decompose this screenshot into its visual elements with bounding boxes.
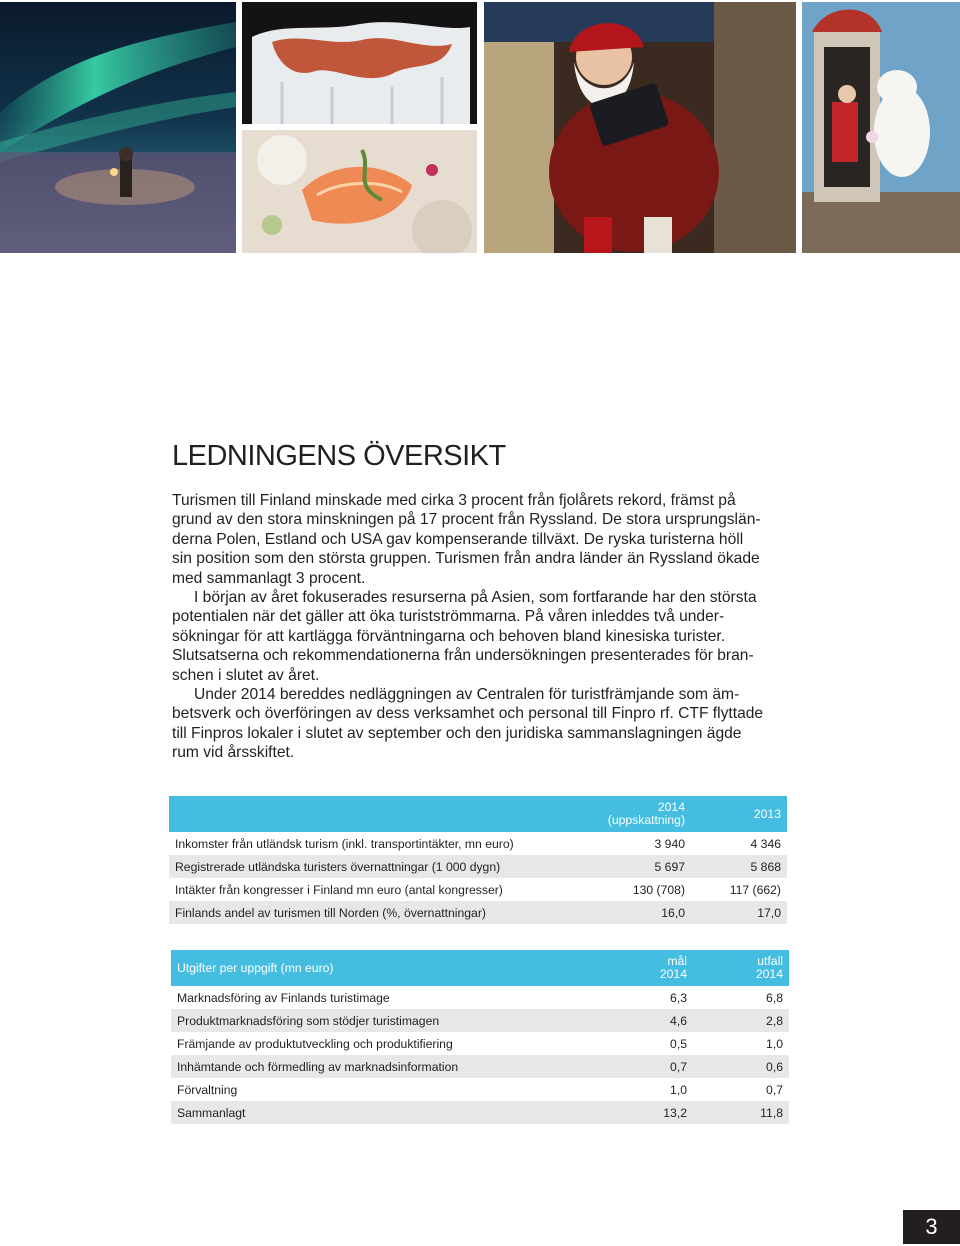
- header-target-line1: mål: [667, 954, 687, 968]
- text-line: potentialen när det gäller att öka turistströmmarna. På våren inleddes två under-: [172, 608, 725, 626]
- header-2013: 2013: [691, 796, 787, 832]
- row-label: Inhämtande och förmedling av marknadsinformation: [171, 1055, 591, 1078]
- text-line: betsverk och överföringen av dess verksamhet och personal till Finpro rf. CTF flyttade: [172, 705, 764, 723]
- table-row: [171, 986, 789, 1009]
- row-label: Inkomster från utländsk turism (inkl. transportintäkter, mn euro): [175, 836, 514, 851]
- row-value-2013: 17,0: [691, 901, 787, 924]
- row-label: Främjande av produktutveckling och produktifiering: [177, 1036, 453, 1051]
- header-2014: [589, 796, 691, 832]
- overview-text: [172, 491, 792, 763]
- table-row: [169, 901, 787, 924]
- header-2014-year: 2014: [657, 800, 685, 814]
- row-target: 13,2: [591, 1101, 693, 1124]
- text-line: sökningar för att kartlägga förväntningarna och behoven bland kinesiska turister.: [172, 627, 726, 645]
- row-actual: 0,6: [693, 1055, 789, 1078]
- header-target: [591, 950, 693, 986]
- header-label: [169, 796, 589, 832]
- row-target: 1,0: [670, 1082, 687, 1097]
- text-line: I början av året fokuserades resurserna på Asien, som fortfarande har den största: [194, 589, 757, 607]
- photo-northern-lights: [0, 2, 236, 253]
- text-line: Under 2014 bereddes nedläggningen av Centralen för turistfrämjande som äm-: [194, 686, 740, 704]
- row-actual: 11,8: [693, 1101, 789, 1124]
- table-row: [169, 855, 787, 878]
- table-row: [169, 832, 787, 855]
- tourism-figures-table: [169, 796, 787, 924]
- header-actual-line2: 2014: [755, 967, 783, 981]
- text-line: Turismen till Finland minskade med cirka 3 procent från fjolårets rekord, främst på: [172, 492, 736, 509]
- table-header-row: [171, 950, 789, 986]
- photo-salmon-dish: [242, 130, 477, 253]
- photo-glass-vase: [242, 2, 477, 124]
- text-line: med sammanlagt 3 procent.: [172, 569, 366, 587]
- text-line: grund av den stora minskningen på 17 procent från Ryssland. De stora ursprungslän-: [172, 511, 761, 529]
- text-line: schen i slutet av året.: [172, 666, 320, 684]
- row-actual: 1,0: [766, 1036, 783, 1051]
- page-title: LEDNINGENS ÖVERSIKT: [172, 440, 506, 472]
- table-row: [171, 1078, 789, 1101]
- table-row: [171, 1055, 789, 1078]
- row-actual: 2,8: [693, 1009, 789, 1032]
- row-label: Produktmarknadsföring som stödjer turistimagen: [171, 1009, 591, 1032]
- page-number: 3: [903, 1210, 960, 1244]
- paragraph-2: [172, 588, 792, 685]
- row-target: 0,7: [591, 1055, 693, 1078]
- row-target: 6,3: [670, 990, 687, 1005]
- row-label: Intäkter från kongresser i Finland mn euro (antal kongresser): [175, 882, 503, 897]
- photo-moomin-house: [802, 2, 960, 253]
- row-value-2013: 5 868: [691, 855, 787, 878]
- row-value-2014: 16,0: [589, 901, 691, 924]
- row-value-2014: 3 940: [654, 836, 685, 851]
- row-value-2013: 117 (662): [729, 882, 781, 897]
- header-actual-line1: utfall: [757, 954, 783, 968]
- header-2014-note: (uppskattning): [607, 813, 685, 827]
- header-actual: [693, 950, 789, 986]
- row-value-2013: 4 346: [750, 836, 781, 851]
- row-target: 0,5: [670, 1036, 687, 1051]
- table-header-row: [169, 796, 787, 832]
- row-value-2014: 5 697: [589, 855, 691, 878]
- row-label: Finlands andel av turismen till Norden (%, övernattningar): [169, 901, 589, 924]
- row-label: Registrerade utländska turisters övernattningar (1 000 dygn): [169, 855, 589, 878]
- photo-santa-claus: [484, 2, 796, 253]
- paragraph-1: [172, 491, 792, 588]
- text-line: Slutsatserna och rekommendationerna från undersökningen presenterades för bran-: [172, 647, 754, 665]
- row-actual: 6,8: [766, 990, 783, 1005]
- text-line: till Finpros lokaler i slutet av september och den juridiska sammanslagningen ägde: [172, 724, 742, 742]
- header-target-line2: 2014: [659, 967, 687, 981]
- table-row: [169, 878, 787, 901]
- row-target: 4,6: [591, 1009, 693, 1032]
- row-label: Marknadsföring av Finlands turistimage: [177, 990, 390, 1005]
- row-label: Förvaltning: [177, 1082, 238, 1097]
- expenses-table: [171, 950, 789, 1124]
- text-line: rum vid årsskiftet.: [172, 744, 295, 762]
- header-label: Utgifter per uppgift (mn euro): [171, 950, 591, 986]
- row-actual: 0,7: [766, 1082, 783, 1097]
- table-row-total: [171, 1101, 789, 1124]
- row-value-2014: 130 (708): [632, 882, 685, 897]
- text-line: derna Polen, Estland och USA gav kompenserande tillväxt. De ryska turisterna höll: [172, 530, 744, 548]
- table-row: [171, 1009, 789, 1032]
- row-label: Sammanlagt: [171, 1101, 591, 1124]
- table-row: [171, 1032, 789, 1055]
- paragraph-3: [172, 685, 792, 763]
- text-line: sin position som den största gruppen. Turismen från andra länder än Ryssland ökade: [172, 550, 760, 568]
